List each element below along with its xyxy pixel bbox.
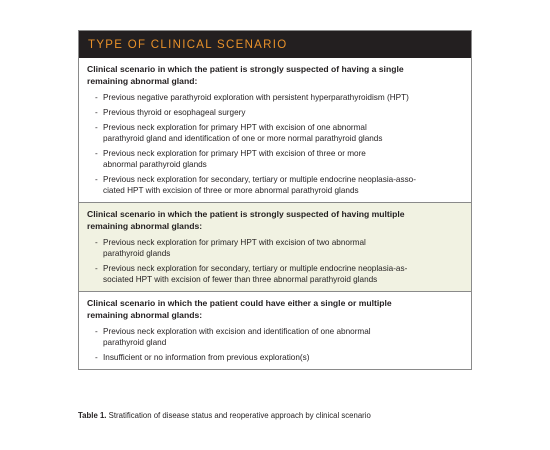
list-item: - Previous neck exploration for primary HPT with excision of three or more abnormal parathyroid glands <box>95 149 366 169</box>
clinical-scenario-table <box>78 30 472 370</box>
section-title: Clinical scenario in which the patient is strongly suspected of having multiple remaining abnormal glands: <box>87 209 405 231</box>
list-item: - Insufficient or no information from previous exploration(s) <box>95 353 310 362</box>
section-single-or-multiple <box>79 292 471 369</box>
table-header <box>79 31 471 58</box>
list-item: - Previous neck exploration for primary HPT with excision of two abnormal parathyroid glands <box>95 238 366 258</box>
caption-label: Table 1. <box>78 411 107 420</box>
dash-bullet: - <box>95 175 98 184</box>
dash-bullet: - <box>95 108 98 117</box>
dash-bullet: - <box>95 93 98 102</box>
caption-text: Stratification of disease status and reoperative approach by clinical scenario <box>108 411 371 420</box>
dash-bullet: - <box>95 327 98 336</box>
table-caption <box>78 411 498 421</box>
dash-bullet: - <box>95 264 98 273</box>
list-item: - Previous thyroid or esophageal surgery <box>95 108 246 117</box>
list-item: - Previous neck exploration for secondary, tertiary or multiple endocrine neoplasia-asso- ciated HPT with excision of three or more abnormal parathyroid glands <box>95 175 416 195</box>
dash-bullet: - <box>95 149 98 158</box>
section-title: Clinical scenario in which the patient could have either a single or multiple remaining abnormal glands: <box>87 298 392 320</box>
section-title: Clinical scenario in which the patient is strongly suspected of having a single remaining abnormal gland: <box>87 64 404 86</box>
list-item: - Previous neck exploration with excision and identification of one abnormal parathyroid gland <box>95 327 371 347</box>
dash-bullet: - <box>95 238 98 247</box>
dash-bullet: - <box>95 123 98 132</box>
list-item: - Previous neck exploration for primary HPT with excision of one abnormal parathyroid gland and identification of one or more normal parathyroid glands <box>95 123 383 143</box>
section-single-gland <box>79 58 471 203</box>
list-item: - Previous negative parathyroid exploration with persistent hyperparathyroidism (HPT) <box>95 93 409 102</box>
section-multiple-glands <box>79 203 471 292</box>
table-header-title: TYPE OF CLINICAL SCENARIO <box>88 38 288 51</box>
list-item: - Previous neck exploration for secondary, tertiary or multiple endocrine neoplasia-as- sociated HPT with excision of fewer than three abnormal parathyroid glands <box>95 264 408 284</box>
dash-bullet: - <box>95 353 98 362</box>
